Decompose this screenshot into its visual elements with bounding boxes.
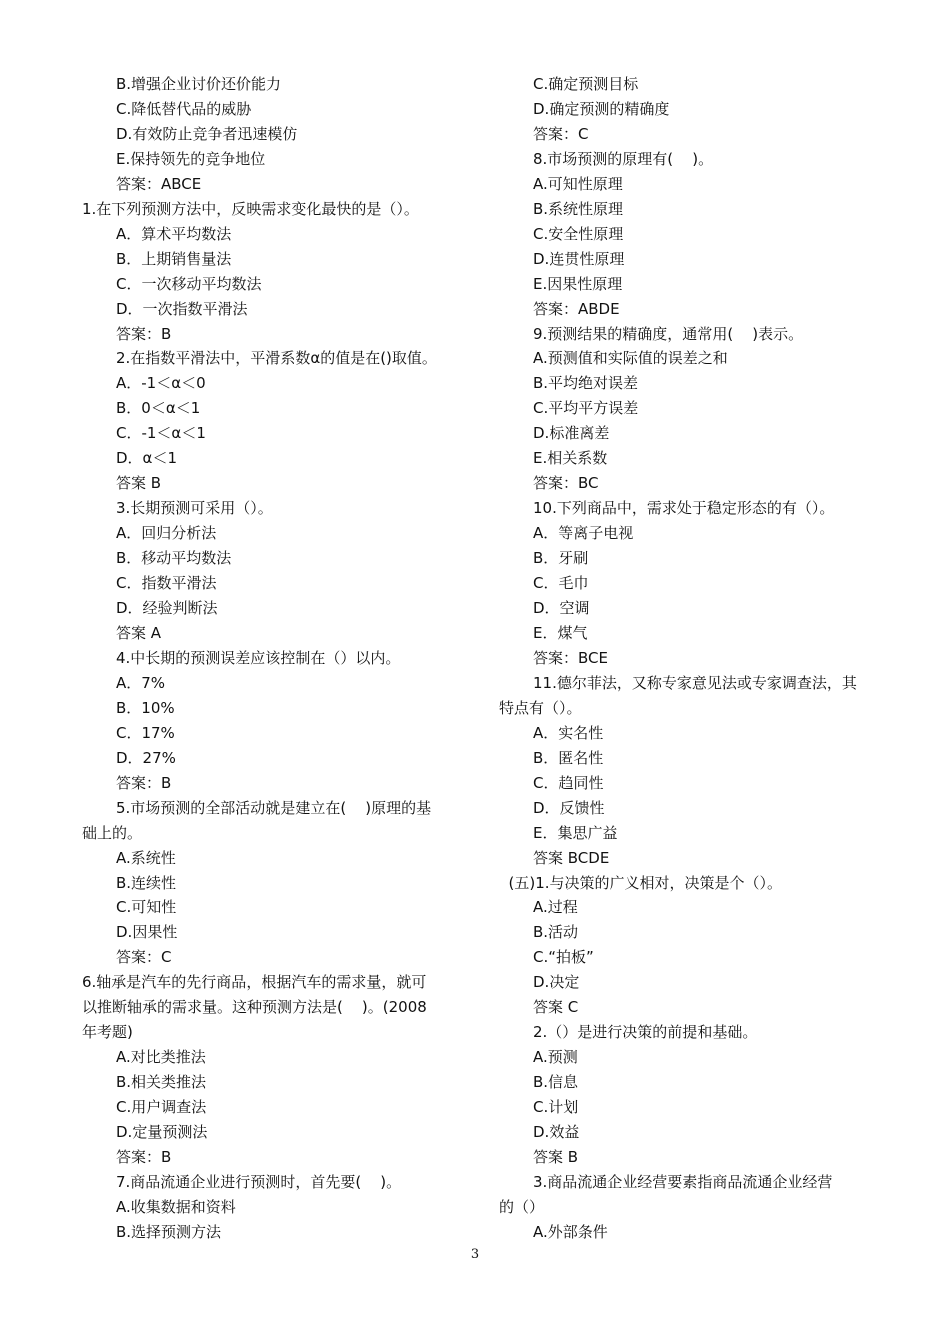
text-line: D.连贯性原理	[533, 249, 625, 268]
text-line: D．一次指数平滑法	[116, 299, 248, 318]
text-line: D.决定	[533, 973, 580, 992]
text-line: 答案：B	[116, 324, 172, 343]
text-line: B.增强企业讨价还价能力	[116, 75, 282, 93]
text-line: A．回归分析法	[116, 524, 217, 543]
text-line: D.定量预测法	[116, 1123, 208, 1142]
text-line: 10.下列商品中，需求处于稳定形态的有（）。	[533, 499, 835, 518]
text-line: E．集思广益	[533, 823, 618, 842]
text-line: C．-1＜α＜1	[116, 424, 206, 443]
text-line: D.效益	[533, 1123, 580, 1142]
text-line: 8.市场预测的原理有( )。	[533, 149, 714, 168]
text-line: 1.在下列预测方法中，反映需求变化最快的是（）。	[82, 199, 419, 218]
text-line: C.“拍板”	[533, 948, 594, 967]
text-line: 的（）	[499, 1197, 545, 1216]
text-line: 答案 A	[116, 623, 162, 642]
text-line: C．毛巾	[533, 574, 589, 593]
text-line: D.有效防止竞争者迅速模仿	[116, 124, 298, 143]
text-line: C．17%	[116, 723, 175, 742]
text-line: B.选择预测方法	[116, 1222, 222, 1241]
text-line: 7.商品流通企业进行预测时，首先要( )。	[116, 1172, 402, 1191]
text-line: D．α＜1	[116, 449, 177, 468]
text-line: 6.轴承是汽车的先行商品，根据汽车的需求量，就可	[82, 973, 427, 992]
text-line: E.因果性原理	[533, 274, 623, 293]
text-line: A.预测值和实际值的误差之和	[533, 349, 728, 368]
text-line: 特点有（）。	[499, 698, 582, 717]
text-line: A.收集数据和资料	[116, 1197, 236, 1216]
text-line: 础上的。	[82, 823, 143, 842]
text-line: D.确定预测的精确度	[533, 99, 670, 118]
text-line: C.降低替代品的威胁	[116, 99, 252, 118]
text-line: B.系统性原理	[533, 199, 624, 218]
text-line: 答案：B	[116, 773, 172, 792]
text-line: D．反馈性	[533, 798, 605, 817]
text-line: A．7%	[116, 673, 166, 692]
text-line: D．空调	[533, 599, 590, 618]
text-line: 11.德尔菲法，又称专家意见法或专家调查法，其	[533, 673, 857, 692]
text-line: A．算术平均数法	[116, 224, 232, 243]
text-line: C．一次移动平均数法	[116, 274, 262, 293]
text-line: E.相关系数	[533, 449, 608, 468]
text-line: A.可知性原理	[533, 174, 623, 193]
text-line: A．实名性	[533, 723, 604, 742]
text-line: A．等离子电视	[533, 524, 634, 543]
text-line: 答案：C	[116, 948, 172, 967]
text-line: 答案：BCE	[533, 648, 608, 667]
text-line: C．指数平滑法	[116, 574, 217, 593]
text-line: 答案：BC	[533, 474, 599, 493]
text-line: B．10%	[116, 698, 175, 717]
text-line: 4.中长期的预测误差应该控制在（）以内。	[116, 648, 401, 667]
text-line: 2.（）是进行决策的前提和基础。	[533, 1023, 758, 1042]
text-line: (五)1.与决策的广义相对，决策是个（）。	[499, 873, 783, 892]
right-column	[499, 72, 894, 1245]
text-line: 5.市场预测的全部活动就是建立在( )原理的基	[116, 798, 432, 817]
left-column	[82, 72, 482, 1245]
text-line: A.预测	[533, 1048, 578, 1067]
text-line: A.系统性	[116, 848, 176, 867]
text-line: D．27%	[116, 748, 176, 767]
text-line: D.标准离差	[533, 424, 610, 443]
text-line: C.计划	[533, 1098, 579, 1117]
text-line: A．-1＜α＜0	[116, 374, 206, 393]
page-number: 3	[470, 1247, 480, 1262]
text-line: C.用户调查法	[116, 1098, 207, 1117]
text-line: B.平均绝对误差	[533, 374, 639, 393]
text-line: C.安全性原理	[533, 224, 624, 243]
text-line: 年考题)	[82, 1023, 133, 1042]
text-line: B．匿名性	[533, 748, 604, 767]
text-line: D．经验判断法	[116, 599, 218, 618]
text-line: 2.在指数平滑法中，平滑系数α的值是在()取值。	[116, 349, 437, 368]
text-line: 答案 B	[533, 1147, 579, 1166]
text-line: 答案 C	[533, 998, 579, 1017]
text-line: 3.长期预测可采用（）。	[116, 499, 273, 518]
text-line: B.信息	[533, 1073, 579, 1092]
text-line: 答案：ABCE	[116, 174, 202, 193]
text-line: 答案 B	[116, 474, 162, 493]
text-line: 答案：C	[533, 124, 589, 143]
text-line: B.相关类推法	[116, 1073, 207, 1092]
text-line: B．0＜α＜1	[116, 399, 201, 418]
text-line: B．牙刷	[533, 549, 589, 568]
text-line: B.活动	[533, 923, 579, 942]
text-line: C.可知性	[116, 898, 177, 917]
text-line: 答案：B	[116, 1147, 172, 1166]
text-line: B．移动平均数法	[116, 549, 232, 568]
text-line: A.过程	[533, 898, 578, 917]
text-line: 以推断轴承的需求量。这种预测方法是( )。(2008	[82, 998, 427, 1017]
text-line: 9.预测结果的精确度，通常用( )表示。	[533, 324, 804, 343]
text-line: 答案：ABDE	[533, 299, 620, 318]
text-line: B．上期销售量法	[116, 249, 232, 268]
text-line: E.保持领先的竞争地位	[116, 149, 266, 168]
text-line: C．趋同性	[533, 773, 604, 792]
text-line: A.外部条件	[533, 1222, 608, 1241]
text-line: B.连续性	[116, 873, 177, 892]
text-line: C.确定预测目标	[533, 75, 639, 93]
text-line: A.对比类推法	[116, 1048, 206, 1067]
text-line: C.平均平方误差	[533, 399, 639, 418]
text-line: D.因果性	[116, 923, 178, 942]
text-line: 3.商品流通企业经营要素指商品流通企业经营	[533, 1172, 833, 1191]
text-line: 答案 BCDE	[533, 848, 610, 867]
text-line: E．煤气	[533, 623, 588, 642]
